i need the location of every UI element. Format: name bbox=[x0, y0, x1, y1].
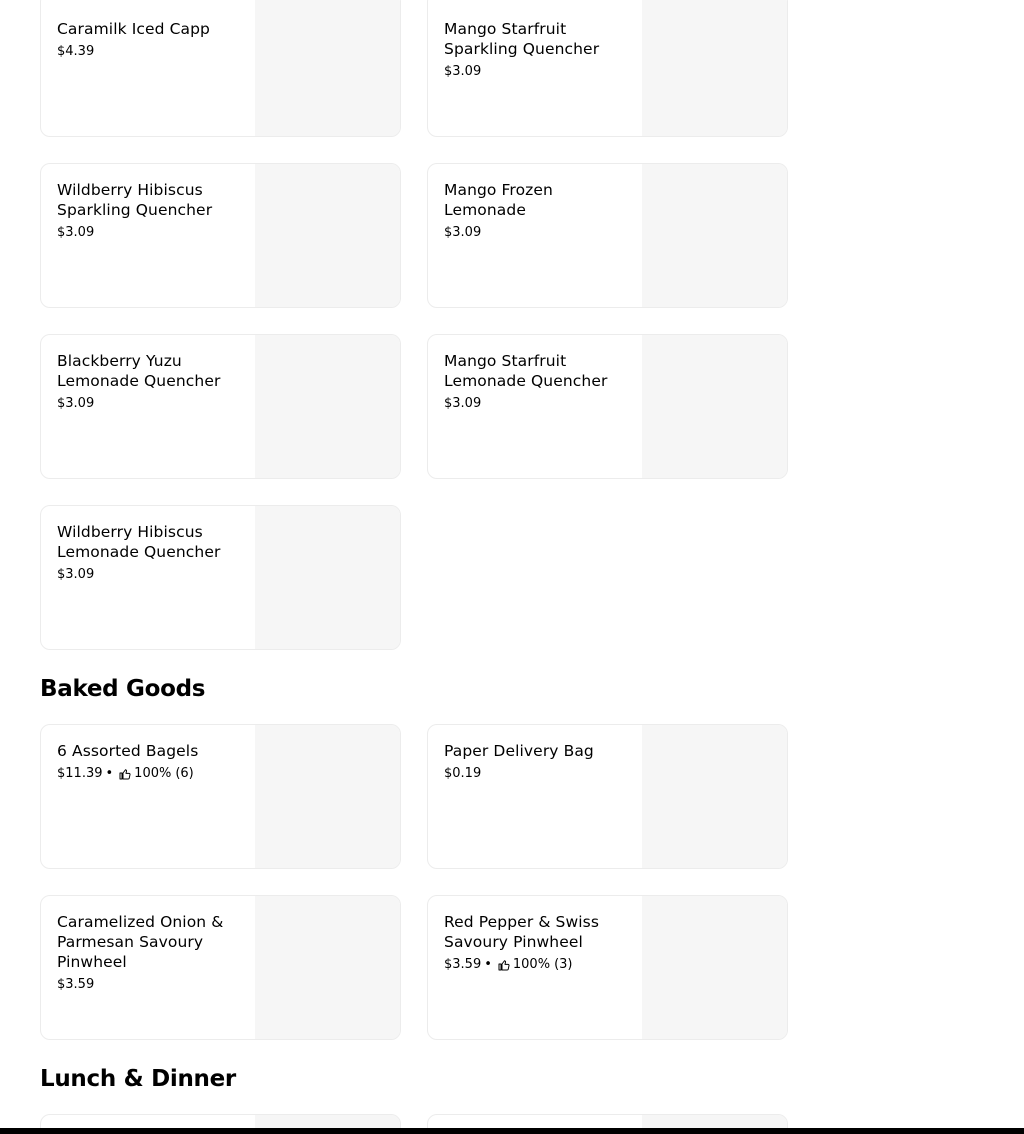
menu-item-image bbox=[255, 164, 400, 307]
menu-item-info bbox=[444, 912, 634, 973]
menu-item-image bbox=[642, 896, 787, 1039]
menu-item-price bbox=[57, 977, 247, 993]
price-text: $3.09 bbox=[57, 225, 95, 240]
menu-item-image bbox=[255, 506, 400, 649]
thumbs-up-icon bbox=[498, 959, 510, 971]
section-title-lunch-dinner: Lunch & Dinner bbox=[40, 1066, 236, 1092]
price-text: $0.19 bbox=[444, 766, 482, 781]
price-text: $3.59 bbox=[444, 957, 482, 972]
price-text: $3.09 bbox=[444, 396, 482, 411]
menu-item-card[interactable] bbox=[40, 505, 401, 650]
menu-item-price bbox=[444, 225, 634, 241]
price-text: $3.09 bbox=[57, 567, 95, 582]
menu-item-card[interactable] bbox=[40, 895, 401, 1040]
bottom-edge-bar bbox=[0, 1128, 1024, 1134]
menu-item-price bbox=[444, 64, 634, 80]
menu-item-price bbox=[57, 44, 247, 60]
rating-percent: 100% bbox=[512, 957, 551, 972]
rating-percent: 100% bbox=[134, 766, 172, 781]
menu-item-card[interactable] bbox=[427, 0, 788, 137]
menu-item-card[interactable] bbox=[427, 724, 788, 869]
price-text: $3.09 bbox=[444, 64, 482, 79]
menu-item-name: Caramilk Iced Capp bbox=[57, 20, 211, 38]
menu-item-info bbox=[444, 741, 634, 782]
price-text: $3.59 bbox=[57, 977, 95, 992]
menu-item-card[interactable] bbox=[427, 895, 788, 1040]
menu-item-price bbox=[57, 567, 247, 583]
price-text: $4.39 bbox=[57, 44, 95, 59]
menu-item-card[interactable] bbox=[40, 163, 401, 308]
price-text: $11.39 bbox=[57, 766, 103, 781]
menu-item-card[interactable] bbox=[427, 163, 788, 308]
menu-item-image bbox=[642, 0, 787, 136]
menu-item-price bbox=[57, 396, 247, 412]
menu-item-name: Red Pepper & Swiss Savoury Pinwheel bbox=[444, 913, 600, 951]
menu-item-card[interactable] bbox=[427, 334, 788, 479]
price-text: $3.09 bbox=[57, 396, 95, 411]
rating-count: (3) bbox=[554, 957, 573, 972]
menu-item-name: Mango Starfruit Lemonade Quencher bbox=[444, 352, 608, 390]
meta-separator: • bbox=[484, 957, 492, 972]
menu-item-name: Mango Frozen Lemonade bbox=[444, 181, 553, 219]
rating-count: (6) bbox=[175, 766, 194, 781]
menu-item-info bbox=[444, 351, 634, 412]
menu-item-info bbox=[57, 522, 247, 583]
menu-item-image bbox=[255, 0, 400, 136]
menu-item-info bbox=[444, 19, 634, 80]
menu-item-info bbox=[57, 180, 247, 241]
menu-item-image bbox=[255, 725, 400, 868]
menu-item-price-rating bbox=[57, 766, 247, 782]
menu-item-info bbox=[57, 741, 247, 782]
menu-item-price bbox=[444, 766, 634, 782]
menu-item-price bbox=[444, 396, 634, 412]
menu-item-name: Caramelized Onion & Parmesan Savoury Pinwheel bbox=[57, 913, 224, 971]
meta-separator: • bbox=[105, 766, 114, 781]
menu-item-price-rating bbox=[444, 957, 634, 973]
menu-item-image bbox=[642, 725, 787, 868]
menu-item-info bbox=[57, 19, 247, 60]
menu-item-image bbox=[255, 335, 400, 478]
thumbs-up-icon bbox=[119, 768, 131, 780]
price-text: $3.09 bbox=[444, 225, 482, 240]
menu-item-name: 6 Assorted Bagels bbox=[57, 742, 199, 760]
menu-item-card[interactable] bbox=[40, 334, 401, 479]
menu-item-name: Wildberry Hibiscus Sparkling Quencher bbox=[57, 181, 213, 219]
menu-item-image bbox=[642, 335, 787, 478]
menu-item-name: Blackberry Yuzu Lemonade Quencher bbox=[57, 352, 221, 390]
menu-item-info bbox=[444, 180, 634, 241]
menu-item-info bbox=[57, 912, 247, 993]
menu-item-info bbox=[57, 351, 247, 412]
menu-item-name: Paper Delivery Bag bbox=[444, 742, 594, 760]
menu-item-image bbox=[255, 896, 400, 1039]
menu-item-name: Mango Starfruit Sparkling Quencher bbox=[444, 20, 600, 58]
section-title-baked-goods: Baked Goods bbox=[40, 676, 206, 702]
menu-item-price bbox=[57, 225, 247, 241]
menu-item-card[interactable] bbox=[40, 724, 401, 869]
menu-item-name: Wildberry Hibiscus Lemonade Quencher bbox=[57, 523, 221, 561]
menu-item-card[interactable] bbox=[40, 0, 401, 137]
menu-item-image bbox=[642, 164, 787, 307]
